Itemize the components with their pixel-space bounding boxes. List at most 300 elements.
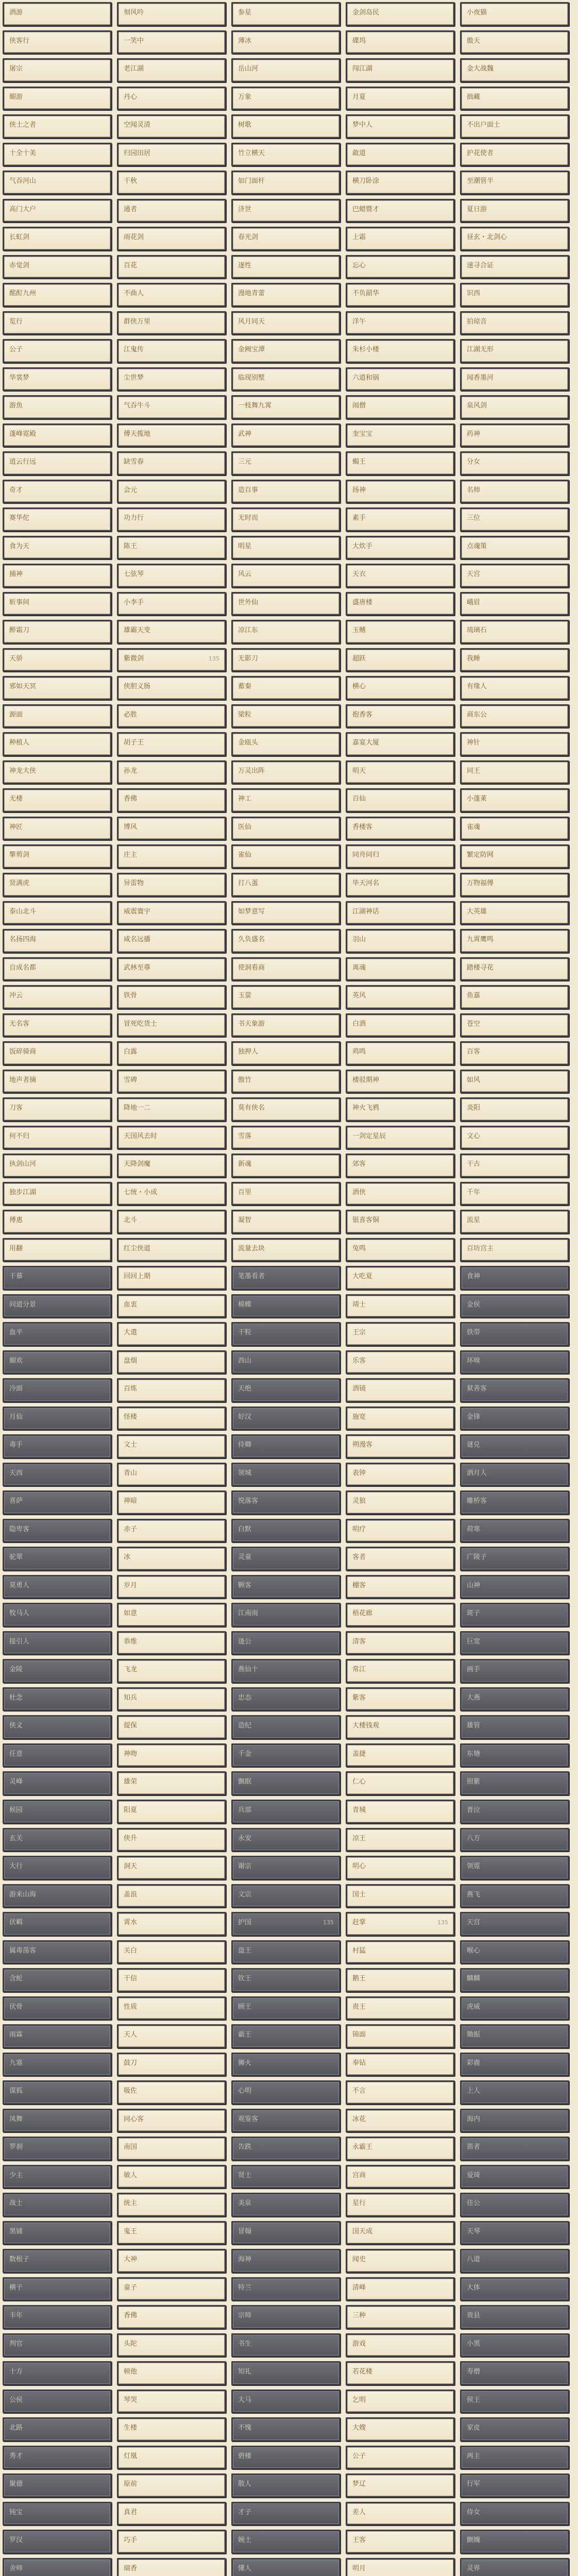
title-cell[interactable] <box>346 171 455 195</box>
title-cell[interactable] <box>346 1996 455 2021</box>
title-cell[interactable] <box>3 1828 112 1852</box>
title-cell[interactable] <box>3 1434 112 1459</box>
title-cell[interactable] <box>231 143 341 167</box>
title-cell[interactable] <box>460 1940 569 1964</box>
title-cell[interactable] <box>346 227 455 251</box>
title-cell[interactable] <box>460 1631 569 1655</box>
title-cell[interactable] <box>460 1434 569 1459</box>
title-cell[interactable] <box>231 1238 341 1262</box>
title-cell[interactable] <box>231 592 341 616</box>
title-cell[interactable] <box>3 2473 112 2498</box>
title-cell[interactable] <box>231 1996 341 2021</box>
title-cell[interactable] <box>117 1322 226 1346</box>
title-cell[interactable] <box>460 564 569 588</box>
title-cell[interactable] <box>3 1322 112 1346</box>
title-cell[interactable] <box>346 1463 455 1487</box>
title-cell[interactable] <box>3 1659 112 1683</box>
title-cell[interactable] <box>231 957 341 981</box>
title-cell[interactable] <box>117 1238 226 1262</box>
title-cell[interactable] <box>231 227 341 251</box>
title-cell[interactable] <box>460 648 569 672</box>
title-cell[interactable] <box>3 2558 112 2576</box>
title-cell[interactable] <box>231 1828 341 1852</box>
title-cell[interactable] <box>3 1519 112 1543</box>
title-cell[interactable] <box>231 1659 341 1683</box>
title-cell[interactable] <box>346 480 455 504</box>
title-cell[interactable] <box>231 2333 341 2358</box>
title-cell[interactable] <box>231 2558 341 2576</box>
title-cell[interactable] <box>346 732 455 756</box>
title-cell[interactable] <box>117 1070 226 1094</box>
title-cell[interactable] <box>460 2305 569 2329</box>
title-cell[interactable] <box>346 536 455 560</box>
title-cell[interactable] <box>346 2193 455 2217</box>
title-cell[interactable] <box>117 227 226 251</box>
title-cell[interactable] <box>117 592 226 616</box>
title-cell[interactable] <box>460 620 569 644</box>
title-cell[interactable] <box>346 1659 455 1683</box>
title-cell[interactable] <box>346 114 455 139</box>
title-cell[interactable] <box>460 1547 569 1571</box>
title-cell[interactable] <box>346 283 455 307</box>
title-cell[interactable] <box>460 1800 569 1824</box>
title-cell[interactable] <box>117 1743 226 1768</box>
title-cell[interactable] <box>346 844 455 869</box>
title-cell[interactable] <box>117 171 226 195</box>
title-cell[interactable] <box>460 1238 569 1262</box>
title-cell[interactable] <box>460 760 569 785</box>
title-cell[interactable] <box>231 2277 341 2301</box>
title-cell[interactable] <box>460 367 569 392</box>
title-cell[interactable] <box>460 929 569 953</box>
title-cell[interactable] <box>117 1350 226 1375</box>
title-cell[interactable] <box>346 1519 455 1543</box>
title-cell[interactable] <box>117 817 226 841</box>
title-cell[interactable] <box>460 732 569 756</box>
title-cell[interactable] <box>460 2193 569 2217</box>
title-cell[interactable] <box>117 2361 226 2385</box>
title-cell[interactable] <box>460 2530 569 2554</box>
title-cell[interactable] <box>460 985 569 1009</box>
title-cell[interactable] <box>231 1771 341 1795</box>
title-cell[interactable] <box>3 199 112 223</box>
title-cell[interactable] <box>3 2080 112 2105</box>
title-cell[interactable] <box>231 2221 341 2245</box>
title-cell[interactable] <box>231 1266 341 1290</box>
title-cell[interactable] <box>346 592 455 616</box>
title-cell[interactable] <box>117 2024 226 2048</box>
title-cell[interactable] <box>117 873 226 897</box>
title-cell[interactable] <box>3 311 112 335</box>
title-cell[interactable] <box>231 564 341 588</box>
title-cell[interactable] <box>231 199 341 223</box>
title-cell[interactable] <box>231 1070 341 1094</box>
title-cell[interactable] <box>460 1687 569 1711</box>
title-cell[interactable] <box>231 704 341 728</box>
title-cell[interactable] <box>3 957 112 981</box>
title-cell[interactable] <box>231 1940 341 1964</box>
title-cell[interactable] <box>460 1715 569 1739</box>
title-cell[interactable] <box>231 760 341 785</box>
title-cell[interactable] <box>346 957 455 981</box>
title-cell[interactable] <box>117 1856 226 1880</box>
title-cell[interactable] <box>346 1378 455 1402</box>
title-cell[interactable] <box>231 2249 341 2273</box>
title-cell[interactable] <box>231 1884 341 1908</box>
title-cell[interactable] <box>117 1490 226 1515</box>
title-cell[interactable] <box>3 2249 112 2273</box>
title-cell[interactable] <box>3 1406 112 1431</box>
title-cell[interactable] <box>231 395 341 419</box>
title-cell[interactable] <box>3 592 112 616</box>
title-cell[interactable] <box>3 1743 112 1768</box>
title-cell[interactable] <box>460 507 569 532</box>
title-cell[interactable] <box>117 395 226 419</box>
title-cell[interactable] <box>117 2417 226 2442</box>
title-cell[interactable] <box>231 2502 341 2526</box>
title-cell[interactable] <box>346 2417 455 2442</box>
title-cell[interactable] <box>3 30 112 55</box>
title-cell[interactable] <box>346 1013 455 1038</box>
title-cell[interactable] <box>346 1350 455 1375</box>
title-cell[interactable] <box>117 1800 226 1824</box>
title-cell[interactable] <box>231 423 341 448</box>
title-cell[interactable] <box>231 507 341 532</box>
title-cell[interactable] <box>346 87 455 111</box>
title-cell[interactable] <box>346 648 455 672</box>
title-cell[interactable] <box>346 2389 455 2414</box>
title-cell[interactable] <box>231 929 341 953</box>
title-cell[interactable] <box>231 1210 341 1234</box>
title-cell[interactable] <box>460 30 569 55</box>
title-cell[interactable] <box>346 1743 455 1768</box>
title-cell[interactable] <box>231 844 341 869</box>
title-cell[interactable] <box>117 1182 226 1206</box>
title-cell[interactable] <box>3 2024 112 2048</box>
title-cell[interactable] <box>460 1210 569 1234</box>
title-cell[interactable] <box>346 2165 455 2189</box>
title-cell[interactable] <box>3 1154 112 1178</box>
title-cell[interactable] <box>346 1266 455 1290</box>
title-cell[interactable] <box>117 2137 226 2161</box>
title-cell[interactable] <box>3 227 112 251</box>
title-cell[interactable] <box>460 480 569 504</box>
title-cell[interactable] <box>3 1238 112 1262</box>
title-cell[interactable] <box>3 2305 112 2329</box>
title-cell[interactable] <box>346 1490 455 1515</box>
title-cell[interactable] <box>117 311 226 335</box>
title-cell[interactable] <box>3 1126 112 1150</box>
title-cell[interactable] <box>117 620 226 644</box>
title-cell[interactable] <box>460 2221 569 2245</box>
title-cell[interactable] <box>117 1519 226 1543</box>
title-cell[interactable] <box>117 1013 226 1038</box>
title-cell[interactable] <box>117 87 226 111</box>
title-cell[interactable] <box>231 817 341 841</box>
title-cell[interactable] <box>3 844 112 869</box>
title-cell[interactable] <box>231 2473 341 2498</box>
title-cell[interactable] <box>460 1519 569 1543</box>
title-cell[interactable] <box>346 676 455 700</box>
title-cell[interactable] <box>460 339 569 363</box>
title-cell[interactable] <box>460 676 569 700</box>
title-cell[interactable] <box>3 1294 112 1318</box>
title-cell[interactable] <box>231 2 341 26</box>
title-cell[interactable] <box>460 283 569 307</box>
title-cell[interactable] <box>3 1378 112 1402</box>
title-cell[interactable] <box>346 1154 455 1178</box>
title-cell[interactable] <box>117 985 226 1009</box>
title-cell[interactable] <box>3 1687 112 1711</box>
title-cell[interactable] <box>231 1603 341 1627</box>
title-cell[interactable] <box>117 1996 226 2021</box>
title-cell[interactable] <box>346 1912 455 1936</box>
title-cell[interactable] <box>460 1294 569 1318</box>
title-cell[interactable] <box>117 1603 226 1627</box>
title-cell[interactable] <box>460 423 569 448</box>
title-cell[interactable] <box>117 929 226 953</box>
title-cell[interactable] <box>3 2165 112 2189</box>
title-cell[interactable] <box>346 1070 455 1094</box>
title-cell[interactable] <box>460 704 569 728</box>
title-cell[interactable] <box>231 1041 341 1065</box>
title-cell[interactable] <box>460 2109 569 2133</box>
title-cell[interactable] <box>3 507 112 532</box>
title-cell[interactable] <box>460 1771 569 1795</box>
title-cell[interactable] <box>231 2193 341 2217</box>
title-cell[interactable] <box>117 704 226 728</box>
title-cell[interactable] <box>460 2249 569 2273</box>
title-cell[interactable] <box>346 2305 455 2329</box>
title-cell[interactable] <box>346 1603 455 1627</box>
title-cell[interactable] <box>3 255 112 279</box>
title-cell[interactable] <box>231 2080 341 2105</box>
title-cell[interactable] <box>346 1968 455 1992</box>
title-cell[interactable] <box>231 1968 341 1992</box>
title-cell[interactable] <box>117 1828 226 1852</box>
title-cell[interactable] <box>117 2249 226 2273</box>
title-cell[interactable] <box>346 2080 455 2105</box>
title-cell[interactable] <box>117 676 226 700</box>
title-cell[interactable] <box>346 367 455 392</box>
title-cell[interactable] <box>231 676 341 700</box>
title-cell[interactable] <box>3 732 112 756</box>
title-cell[interactable] <box>231 1575 341 1599</box>
title-cell[interactable] <box>460 2277 569 2301</box>
title-cell[interactable] <box>3 1800 112 1824</box>
title-cell[interactable] <box>231 171 341 195</box>
title-cell[interactable] <box>346 788 455 812</box>
title-cell[interactable] <box>231 1547 341 1571</box>
title-cell[interactable] <box>460 2558 569 2576</box>
title-cell[interactable] <box>460 1884 569 1908</box>
title-cell[interactable] <box>117 30 226 55</box>
title-cell[interactable] <box>117 957 226 981</box>
title-cell[interactable] <box>460 1013 569 1038</box>
title-cell[interactable] <box>3 1182 112 1206</box>
title-cell[interactable] <box>3 1940 112 1964</box>
title-cell[interactable] <box>117 1912 226 1936</box>
title-cell[interactable] <box>3 1884 112 1908</box>
title-cell[interactable] <box>117 2305 226 2329</box>
title-cell[interactable] <box>346 143 455 167</box>
title-cell[interactable] <box>231 1126 341 1150</box>
title-cell[interactable] <box>231 2053 341 2077</box>
title-cell[interactable] <box>346 1210 455 1234</box>
title-cell[interactable] <box>3 1771 112 1795</box>
title-cell[interactable] <box>346 255 455 279</box>
title-cell[interactable] <box>460 1070 569 1094</box>
title-cell[interactable] <box>346 395 455 419</box>
title-cell[interactable] <box>231 311 341 335</box>
title-cell[interactable] <box>231 1631 341 1655</box>
title-cell[interactable] <box>231 985 341 1009</box>
title-cell[interactable] <box>117 788 226 812</box>
title-cell[interactable] <box>231 1182 341 1206</box>
title-cell[interactable] <box>231 1687 341 1711</box>
title-cell[interactable] <box>460 395 569 419</box>
title-cell[interactable] <box>231 2361 341 2385</box>
title-cell[interactable] <box>231 1013 341 1038</box>
title-cell[interactable] <box>3 2053 112 2077</box>
title-cell[interactable] <box>117 58 226 82</box>
title-cell[interactable] <box>346 1940 455 1964</box>
title-cell[interactable] <box>346 1041 455 1065</box>
title-cell[interactable] <box>346 2277 455 2301</box>
title-cell[interactable] <box>3 2193 112 2217</box>
title-cell[interactable] <box>3 367 112 392</box>
title-cell[interactable] <box>117 339 226 363</box>
title-cell[interactable] <box>460 1350 569 1375</box>
title-cell[interactable] <box>346 2221 455 2245</box>
title-cell[interactable] <box>3 2333 112 2358</box>
title-cell[interactable] <box>460 2053 569 2077</box>
title-cell[interactable] <box>231 2137 341 2161</box>
title-cell[interactable] <box>231 1490 341 1515</box>
title-cell[interactable] <box>117 536 226 560</box>
title-cell[interactable] <box>231 788 341 812</box>
title-cell[interactable] <box>3 1996 112 2021</box>
title-cell[interactable] <box>3 929 112 953</box>
title-cell[interactable] <box>231 1434 341 1459</box>
title-cell[interactable] <box>460 873 569 897</box>
title-cell[interactable] <box>3 760 112 785</box>
title-cell[interactable] <box>117 1659 226 1683</box>
title-cell[interactable] <box>3 1463 112 1487</box>
title-cell[interactable] <box>460 1322 569 1346</box>
title-cell[interactable] <box>346 58 455 82</box>
title-cell[interactable] <box>231 1715 341 1739</box>
title-cell[interactable] <box>3 817 112 841</box>
title-cell[interactable] <box>3 1070 112 1094</box>
title-cell[interactable] <box>460 2446 569 2470</box>
title-cell[interactable] <box>346 1687 455 1711</box>
title-cell[interactable] <box>460 1406 569 1431</box>
title-cell[interactable] <box>117 1575 226 1599</box>
title-cell[interactable] <box>460 171 569 195</box>
title-cell[interactable] <box>460 1968 569 1992</box>
title-cell[interactable] <box>117 1631 226 1655</box>
title-cell[interactable] <box>231 1856 341 1880</box>
title-cell[interactable] <box>231 2024 341 2048</box>
title-cell[interactable] <box>3 395 112 419</box>
title-cell[interactable] <box>231 901 341 925</box>
title-cell[interactable] <box>117 1771 226 1795</box>
title-cell[interactable] <box>460 199 569 223</box>
title-cell[interactable] <box>346 1828 455 1852</box>
title-cell[interactable] <box>346 451 455 476</box>
title-cell[interactable] <box>3 143 112 167</box>
title-cell[interactable] <box>231 480 341 504</box>
title-cell[interactable] <box>460 844 569 869</box>
title-cell[interactable] <box>346 1097 455 1122</box>
title-cell[interactable] <box>117 2530 226 2554</box>
title-cell[interactable] <box>3 1097 112 1122</box>
title-cell[interactable] <box>117 2165 226 2189</box>
title-cell[interactable] <box>117 2333 226 2358</box>
title-cell[interactable] <box>117 1097 226 1122</box>
title-cell[interactable] <box>3 58 112 82</box>
title-cell[interactable] <box>3 1210 112 1234</box>
title-cell[interactable] <box>3 536 112 560</box>
title-cell[interactable] <box>460 901 569 925</box>
title-cell[interactable] <box>117 2473 226 2498</box>
title-cell[interactable] <box>117 255 226 279</box>
title-cell[interactable] <box>460 58 569 82</box>
title-cell[interactable] <box>460 1912 569 1936</box>
title-cell[interactable] <box>3 423 112 448</box>
title-cell[interactable] <box>3 1350 112 1375</box>
title-cell[interactable] <box>3 2277 112 2301</box>
title-cell[interactable] <box>117 901 226 925</box>
title-cell[interactable] <box>346 2 455 26</box>
title-cell[interactable] <box>346 1631 455 1655</box>
title-cell[interactable] <box>231 1519 341 1543</box>
title-cell[interactable] <box>231 648 341 672</box>
title-cell[interactable] <box>460 1266 569 1290</box>
title-cell[interactable] <box>346 2333 455 2358</box>
title-cell[interactable] <box>460 114 569 139</box>
title-cell[interactable] <box>231 732 341 756</box>
title-cell[interactable] <box>346 873 455 897</box>
title-cell[interactable] <box>346 1856 455 1880</box>
title-cell[interactable] <box>3 985 112 1009</box>
title-cell[interactable] <box>231 1800 341 1824</box>
title-cell[interactable] <box>3 2109 112 2133</box>
title-cell[interactable] <box>460 1659 569 1683</box>
title-cell[interactable] <box>117 1715 226 1739</box>
title-cell[interactable] <box>346 1322 455 1346</box>
title-cell[interactable] <box>460 2502 569 2526</box>
title-cell[interactable] <box>346 2109 455 2133</box>
title-cell[interactable] <box>3 1968 112 1992</box>
title-cell[interactable] <box>117 114 226 139</box>
title-cell[interactable] <box>3 788 112 812</box>
title-cell[interactable] <box>231 1350 341 1375</box>
title-cell[interactable] <box>231 2165 341 2189</box>
title-cell[interactable] <box>346 2502 455 2526</box>
title-cell[interactable] <box>3 704 112 728</box>
title-cell[interactable] <box>117 507 226 532</box>
title-cell[interactable] <box>346 985 455 1009</box>
title-cell[interactable] <box>460 957 569 981</box>
title-cell[interactable] <box>3 283 112 307</box>
title-cell[interactable] <box>3 2417 112 2442</box>
title-cell[interactable] <box>117 451 226 476</box>
title-cell[interactable] <box>460 1996 569 2021</box>
title-cell[interactable] <box>346 2446 455 2470</box>
title-cell[interactable] <box>231 536 341 560</box>
